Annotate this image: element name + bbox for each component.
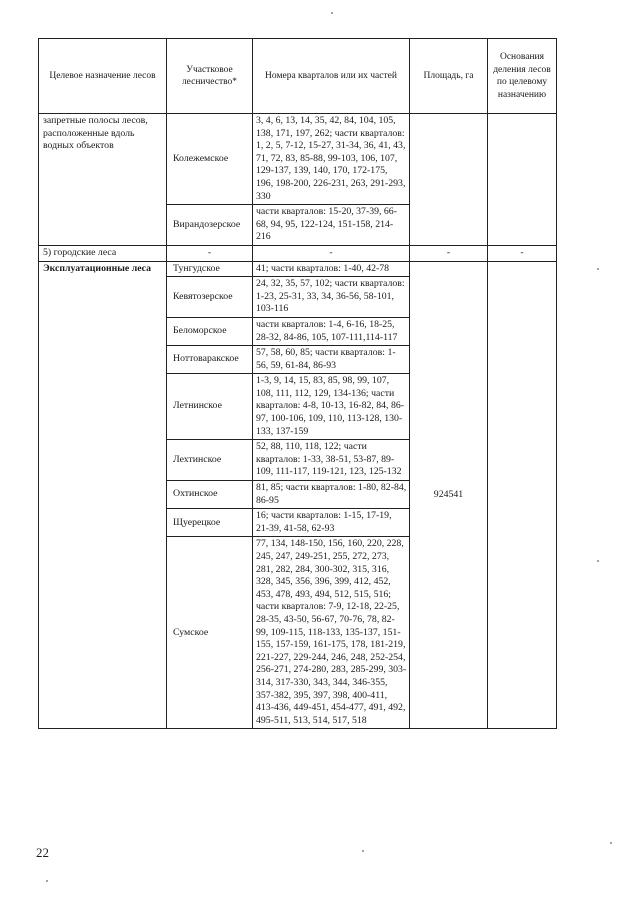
scan-speck [46, 880, 48, 882]
header-area: Площадь, га [410, 39, 488, 114]
header-purpose: Целевое назначение лесов [39, 39, 167, 114]
forestry-cell: - [167, 245, 253, 261]
forestry-cell: Кевятозерское [167, 277, 253, 318]
forestry-cell: Лехтинское [167, 440, 253, 481]
page-number: 22 [36, 845, 49, 860]
forestry-cell: Ноттоваракское [167, 346, 253, 374]
table-row [39, 114, 557, 205]
forestry-cell: Охтинское [167, 481, 253, 509]
basis-cell [488, 261, 557, 729]
basis-cell [488, 114, 557, 246]
header-quarters: Номера кварталов или их частей [253, 39, 410, 114]
quarters-cell: 77, 134, 148-150, 156, 160, 220, 228, 245, 247, 249-251, 255, 272, 273, 281, 282, 284, 300-302, 315, 316, 328, 345, 356, 396, 399, 412, 452, 453, 478, 493, 494, 512, 515, 516; части кварталов: 7-9, 12-18, 22-25, 28-35, 43-50, 56-67, 70-76, 78, 82-99, 109-115, 118-133, 135-137, 151-155, 157-159, 161-175, 178, 181-219, 221-227, 229-244, 246, 248, 252-254, 256-271, 274-280, 283, 285-299, 303-314, 317-330, 343, 344, 346-355, 357-382, 395, 397, 398, 400-411, 413-436, 449-451, 454-477, 491, 492, 495-511, 513, 514, 517, 518 [253, 537, 410, 729]
header-row [39, 39, 557, 114]
scan-speck [610, 842, 612, 844]
scan-speck [331, 12, 333, 14]
area-cell: - [410, 245, 488, 261]
forestry-cell: Вирандозерское [167, 205, 253, 246]
forestry-cell: Сумское [167, 537, 253, 729]
basis-cell: - [488, 245, 557, 261]
quarters-cell: 3, 4, 6, 13, 14, 35, 42, 84, 104, 105, 138, 171, 197, 262; части кварталов: 1, 2, 5, 7-12, 15-27, 31-34, 36, 41, 43, 71, 72, 83, 85-88, 99-103, 106, 107, 129-137, 139, 140, 170, 172-175, 196, 198-200, 226-231, 263, 291-293, 330 [253, 114, 410, 205]
scan-speck [597, 268, 599, 270]
quarters-cell: 52, 88, 110, 118, 122; части кварталов: 1-33, 38-51, 53-87, 89-109, 111-117, 119-121, 123, 125-132 [253, 440, 410, 481]
forest-purpose-table [38, 38, 557, 729]
forestry-cell: Беломорское [167, 317, 253, 345]
purpose-water-strips: запретные полосы лесов, расположенные вдоль водных объектов [39, 114, 167, 246]
area-exploitation: 924541 [410, 261, 488, 729]
quarters-cell: 24, 32, 35, 57, 102; части кварталов: 1-23, 25-31, 33, 34, 36-56, 58-101, 103-116 [253, 277, 410, 318]
area-cell [410, 114, 488, 246]
quarters-cell: - [253, 245, 410, 261]
quarters-cell: 16; части кварталов: 1-15, 17-19, 21-39, 41-58, 62-93 [253, 509, 410, 537]
scan-speck [362, 850, 364, 852]
document-page [38, 38, 556, 729]
quarters-cell: части кварталов: 1-4, 6-16, 18-25, 28-32, 84-86, 105, 107-111,114-117 [253, 317, 410, 345]
quarters-cell: 41; части кварталов: 1-40, 42-78 [253, 261, 410, 277]
forestry-cell: Щуерецкое [167, 509, 253, 537]
scan-speck [597, 560, 599, 562]
table-row [39, 261, 557, 277]
header-forestry: Участковое лесничество* [167, 39, 253, 114]
forestry-cell: Летнинское [167, 374, 253, 440]
quarters-cell: 81, 85; части кварталов: 1-80, 82-84, 86-95 [253, 481, 410, 509]
forestry-cell: Колежемское [167, 114, 253, 205]
header-basis: Основания деления лесов по целевому назначению [488, 39, 557, 114]
quarters-cell: 1-3, 9, 14, 15, 83, 85, 98, 99, 107, 108, 111, 112, 129, 134-136; части кварталов: 4-8, 10-13, 16-82, 84, 86-97, 100-106, 109, 110, 113-128, 130-133, 137-159 [253, 374, 410, 440]
quarters-cell: части кварталов: 15-20, 37-39, 66-68, 94, 95, 122-124, 151-158, 214-216 [253, 205, 410, 246]
purpose-exploitation: Эксплуатационные леса [39, 261, 167, 729]
forestry-cell: Тунгудское [167, 261, 253, 277]
purpose-urban: 5) городские леса [39, 245, 167, 261]
table-row [39, 245, 557, 261]
quarters-cell: 57, 58, 60, 85; части кварталов: 1-56, 59, 61-84, 86-93 [253, 346, 410, 374]
